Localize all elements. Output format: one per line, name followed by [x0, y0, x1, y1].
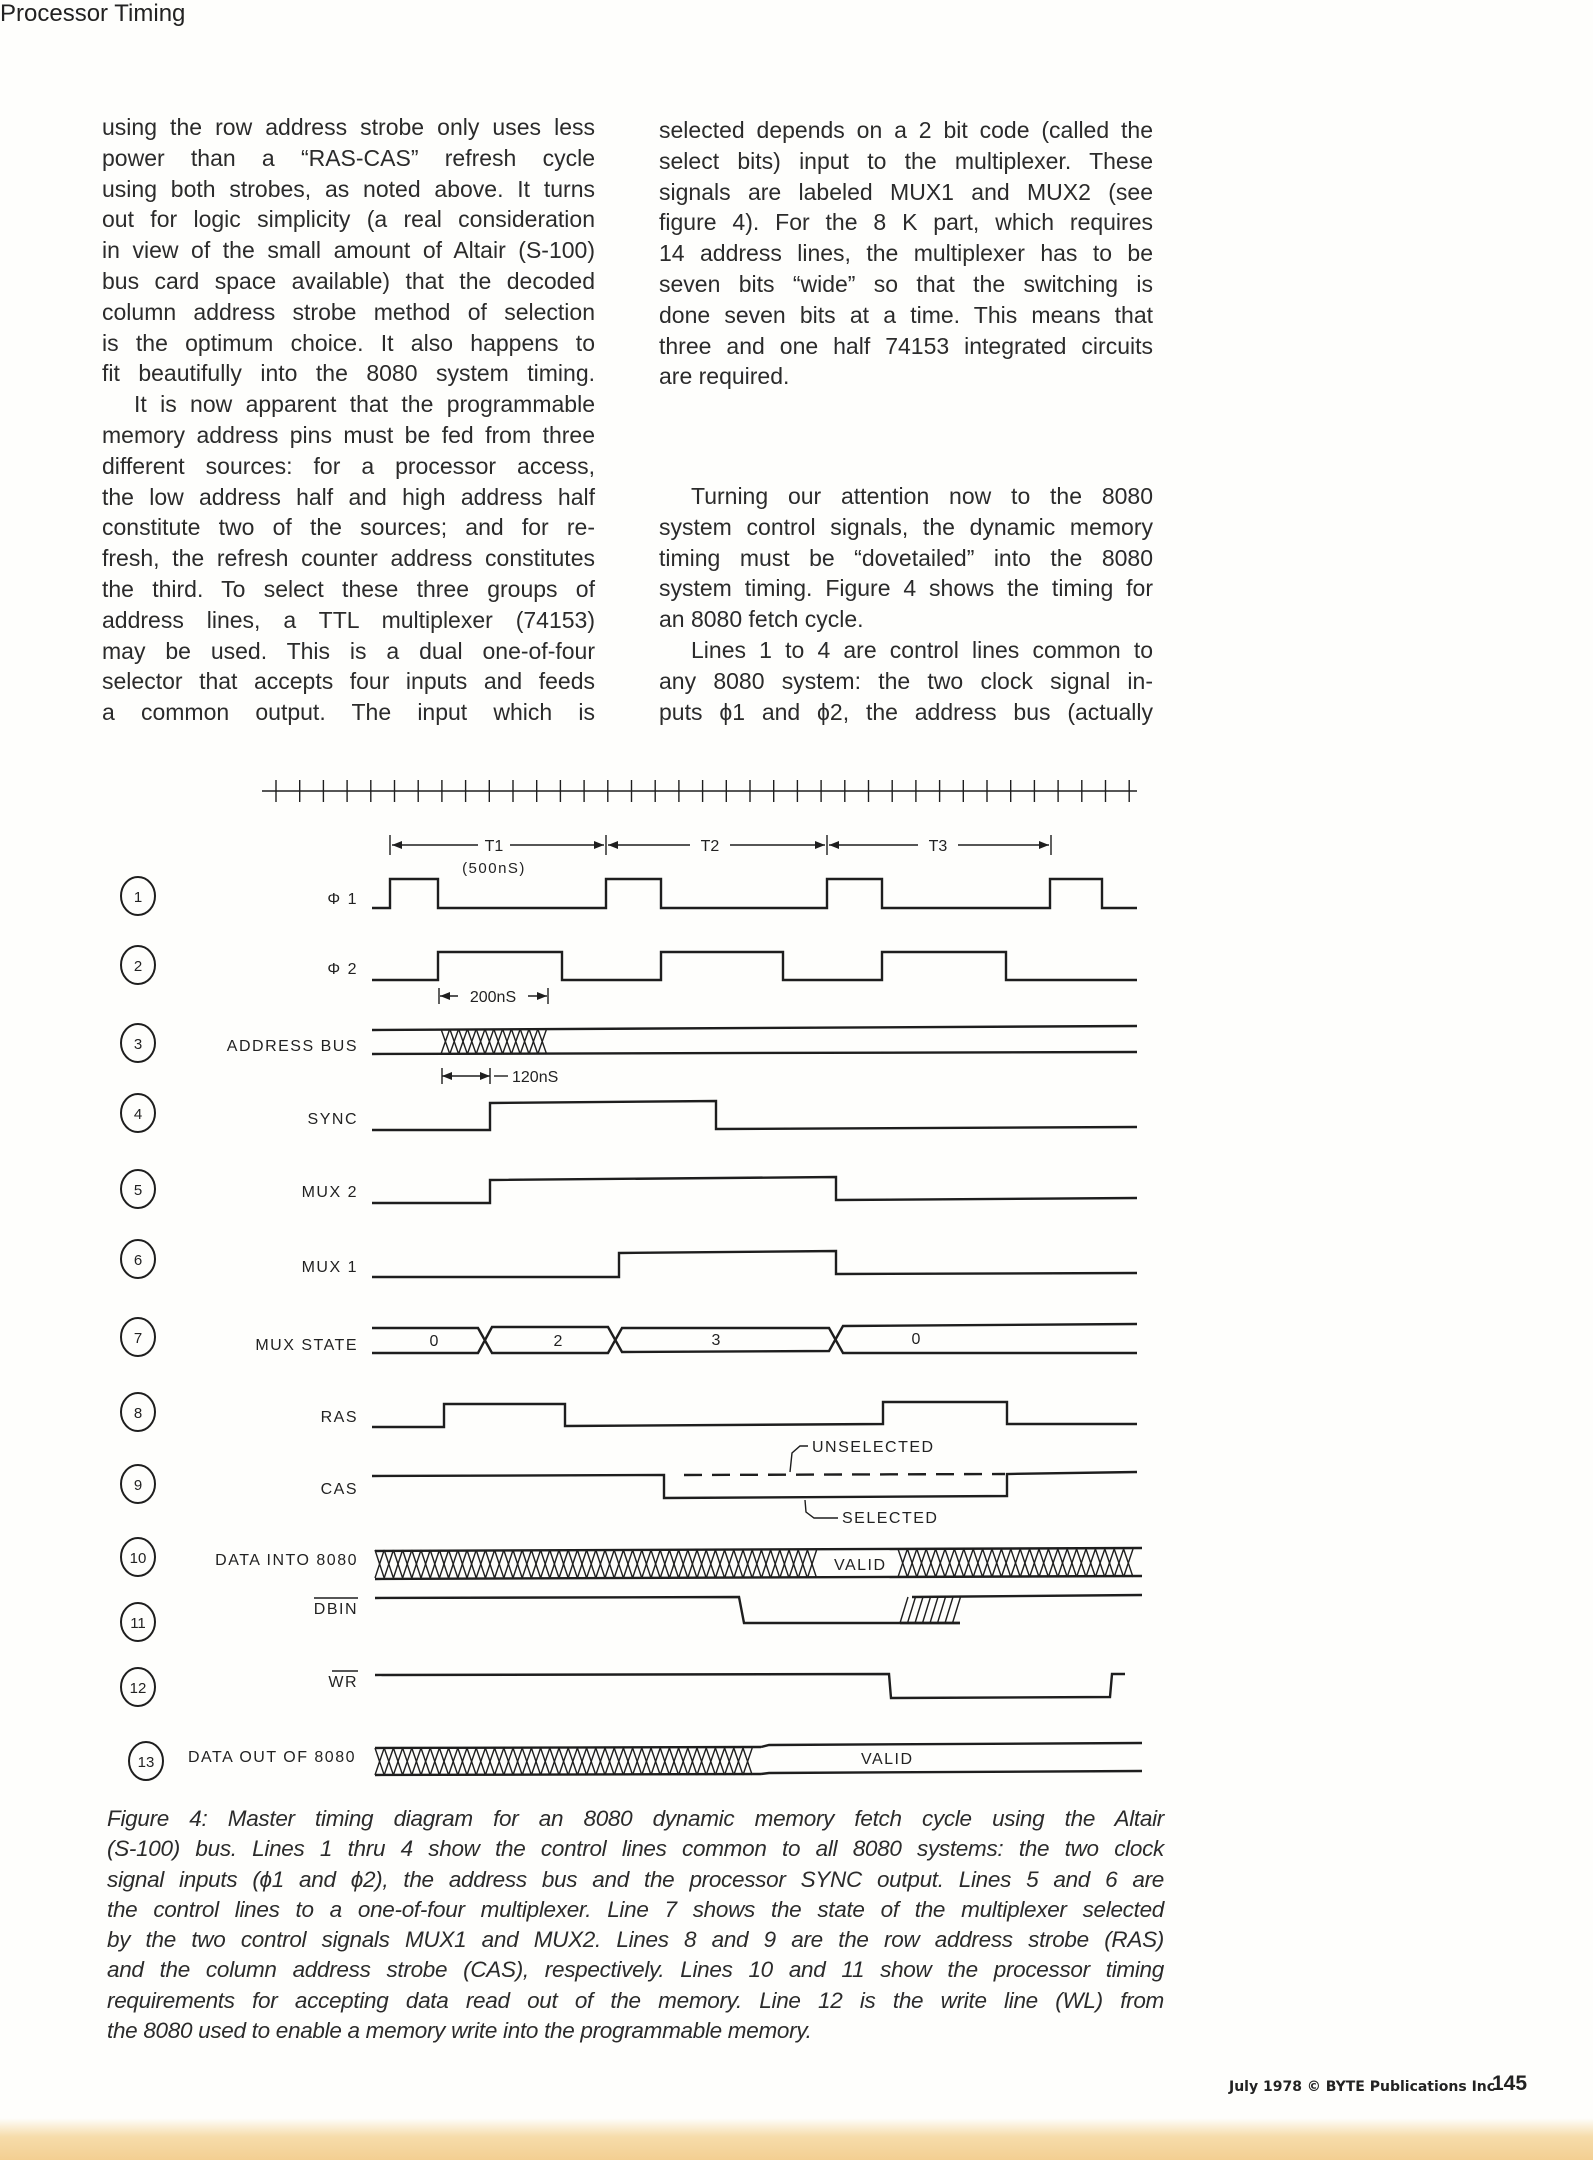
- text-line: column address strobe method of selection: [102, 298, 595, 325]
- text-line: fit beautifully into the 8080 system timing.: [102, 360, 595, 387]
- text-line: a common output. The input which is: [102, 699, 595, 726]
- data-in-invalid-hatch-2: [898, 1549, 1133, 1577]
- text-line: system timing. Figure 4 shows the timing for: [659, 575, 1153, 602]
- text-line: requirements for accepting data read out of the memory. Line 12 is the write line (WL) from: [107, 1987, 1164, 2013]
- dbin-waveform: [375, 1595, 1142, 1623]
- page-number: 145: [1492, 2072, 1528, 2095]
- sync-waveform: [372, 1101, 1137, 1130]
- text-line: three and one half 74153 integrated circuits: [659, 332, 1153, 359]
- line-number: 6: [133, 1252, 143, 1269]
- section-heading: Processor Timing: [0, 0, 186, 27]
- text-line: Lines 1 to 4 are control lines common to: [691, 636, 1153, 663]
- text-line: constitute two of the sources; and for re-: [102, 514, 595, 541]
- text-line: the control lines to a one-of-four multiplexer. Line 7 shows the state of the multiplexer selected: [107, 1896, 1164, 1922]
- signal-label: Φ 1: [327, 891, 358, 908]
- text-line: using the row address strobe only uses less: [102, 114, 595, 140]
- line-number: 13: [137, 1754, 155, 1771]
- hatch-stroke: [915, 1597, 923, 1623]
- line-number: 12: [129, 1680, 147, 1697]
- mux-state-0: 0: [429, 1333, 439, 1350]
- line-number: 11: [130, 1615, 146, 1632]
- t1-duration: (500nS): [462, 860, 526, 877]
- period-markers: [390, 835, 1051, 877]
- line-number: 8: [133, 1405, 143, 1422]
- line-numbers: [121, 877, 163, 1780]
- unselected-label: UNSELECTED: [812, 1439, 935, 1456]
- mux-state-2: 2: [553, 1333, 563, 1350]
- text-line: power than a “RAS-CAS” refresh cycle: [102, 144, 595, 171]
- address-setup-dimension: [442, 1068, 558, 1086]
- text-line: an 8080 fetch cycle.: [659, 606, 864, 633]
- signal-label: Φ 2: [327, 961, 358, 978]
- cas-waveform: [372, 1439, 1137, 1527]
- unselected-leader: [790, 1446, 808, 1472]
- text-line: out for logic simplicity (a real consideration: [102, 206, 595, 233]
- t3-label: T3: [928, 838, 948, 855]
- phi2-width-label: 200nS: [469, 989, 517, 1006]
- torn-page-edge: [0, 2118, 1593, 2160]
- text-line: the 8080 used to enable a memory write into the programmable memory.: [107, 2018, 812, 2044]
- line-number: 2: [133, 958, 143, 975]
- text-line: done seven bits at a time. This means that: [659, 301, 1153, 328]
- cas-unselected-dashed: [684, 1474, 1005, 1475]
- text-line: the third. To select these three groups of: [102, 575, 595, 602]
- text-line: selected depends on a 2 bit code (called the: [659, 117, 1153, 143]
- mux-state-waveform: [372, 1324, 1137, 1353]
- data-into-8080-waveform: [375, 1548, 1142, 1579]
- text-line: memory address pins must be fed from three: [102, 421, 595, 448]
- text-line: fresh, the refresh counter address constitutes: [102, 545, 595, 572]
- mux1-waveform: [372, 1251, 1137, 1277]
- hatch-stroke: [930, 1597, 938, 1623]
- figure-caption: [107, 1804, 1164, 2046]
- text-line: Turning our attention now to the 8080: [691, 483, 1153, 509]
- text-line: seven bits “wide” so that the switching is: [659, 270, 1153, 297]
- text-line: signal inputs (ϕ1 and ϕ2), the address bus and the processor SYNC output. Lines 5 and 6 are: [107, 1866, 1164, 1892]
- text-line: (S-100) bus. Lines 1 thru 4 show the control lines common to all 8080 systems: the two clock: [107, 1836, 1164, 1862]
- text-line: It is now apparent that the programmable: [134, 391, 595, 418]
- address-setup-label: 120nS: [512, 1069, 559, 1086]
- signal-labels: [188, 891, 358, 1766]
- phi2-waveform: [372, 952, 1137, 980]
- ras-waveform: [372, 1402, 1137, 1427]
- dbin-rise-hatch: [900, 1597, 961, 1623]
- text-line: may be used. This is a dual one-of-four: [102, 637, 595, 664]
- signal-label: SYNC: [307, 1111, 358, 1128]
- text-line: bus card space available) that the decoded: [102, 267, 595, 294]
- hatch-stroke: [900, 1597, 908, 1623]
- text-line: Figure 4: Master timing diagram for an 8080 dynamic memory fetch cycle using the Altair: [107, 1806, 1164, 1831]
- text-line: any 8080 system: the two clock signal in-: [659, 667, 1153, 694]
- address-transition-hatch: [441, 1029, 547, 1054]
- text-line: signals are labeled MUX1 and MUX2 (see: [659, 178, 1153, 205]
- line-number: 3: [133, 1036, 143, 1053]
- text-line: system control signals, the dynamic memory: [659, 513, 1153, 540]
- valid-out-label: VALID: [861, 1751, 914, 1768]
- signal-label: ADDRESS BUS: [226, 1038, 358, 1055]
- mux-state-0b: 0: [911, 1331, 921, 1348]
- line-number: 5: [133, 1182, 143, 1199]
- data-out-invalid-hatch: [375, 1748, 752, 1775]
- wr-waveform: [375, 1674, 1125, 1698]
- selected-leader: [805, 1500, 838, 1518]
- signal-label: DBIN: [313, 1601, 358, 1618]
- text-line: using both strobes, as noted above. It turns: [102, 175, 595, 202]
- text-line: different sources: for a processor access,: [102, 452, 595, 479]
- signal-label: MUX STATE: [255, 1337, 358, 1354]
- phi1-waveform: [372, 879, 1137, 908]
- line-number: 1: [133, 889, 143, 906]
- hatch-stroke: [908, 1597, 916, 1623]
- signal-label: DATA OUT OF 8080: [187, 1749, 356, 1766]
- mux-state-3: 3: [711, 1332, 721, 1349]
- line-number: 4: [133, 1106, 143, 1123]
- text-line: figure 4). For the 8 K part, which requires: [659, 209, 1153, 236]
- hatch-stroke: [953, 1597, 961, 1623]
- text-line: selector that accepts four inputs and feeds: [102, 668, 595, 695]
- t1-label: T1: [484, 838, 504, 855]
- footer-credit: July 1978 © BYTE Publications Inc: [1229, 2079, 1496, 2095]
- t2-label: T2: [700, 838, 720, 855]
- text-line: 14 address lines, the multiplexer has to be: [659, 240, 1153, 267]
- phi2-width-dimension: [439, 988, 548, 1006]
- signal-label: MUX 2: [301, 1184, 358, 1201]
- signal-label: RAS: [320, 1409, 358, 1426]
- text-line: select bits) input to the multiplexer. These: [659, 147, 1153, 174]
- text-line: the low address half and high address half: [102, 483, 595, 510]
- text-line: and the column address strobe (CAS), respectively. Lines 10 and 11 show the processor timing: [107, 1957, 1164, 1983]
- address-bus-waveform: [372, 1026, 1137, 1054]
- text-line: is the optimum choice. It also happens to: [102, 329, 595, 356]
- signal-label: CAS: [320, 1481, 358, 1498]
- text-line: are required.: [659, 363, 790, 390]
- tick-ruler: [262, 780, 1137, 802]
- text-line: in view of the small amount of Altair (S-100): [102, 237, 595, 264]
- signal-label: DATA INTO 8080: [215, 1552, 358, 1569]
- data-in-invalid-hatch: [375, 1550, 817, 1578]
- selected-label: SELECTED: [842, 1510, 939, 1527]
- text-line: by the two control signals MUX1 and MUX2. Lines 8 and 9 are the row address strobe (RAS): [107, 1927, 1164, 1953]
- signal-label: WR: [328, 1674, 358, 1691]
- line-number: 10: [129, 1550, 147, 1567]
- signal-label: MUX 1: [301, 1259, 358, 1276]
- hatch-stroke: [923, 1597, 931, 1623]
- hatch-stroke: [938, 1597, 946, 1623]
- valid-in-label: VALID: [834, 1557, 887, 1574]
- mux2-waveform: [372, 1177, 1137, 1203]
- text-line: address lines, a TTL multiplexer (74153): [102, 606, 595, 633]
- line-number: 9: [133, 1477, 143, 1494]
- line-number: 7: [133, 1330, 143, 1347]
- data-out-of-8080-waveform: [375, 1743, 1142, 1775]
- text-line: timing must be “dovetailed” into the 8080: [659, 544, 1153, 571]
- text-line: puts ϕ1 and ϕ2, the address bus (actually: [659, 698, 1153, 725]
- hatch-stroke: [945, 1597, 953, 1623]
